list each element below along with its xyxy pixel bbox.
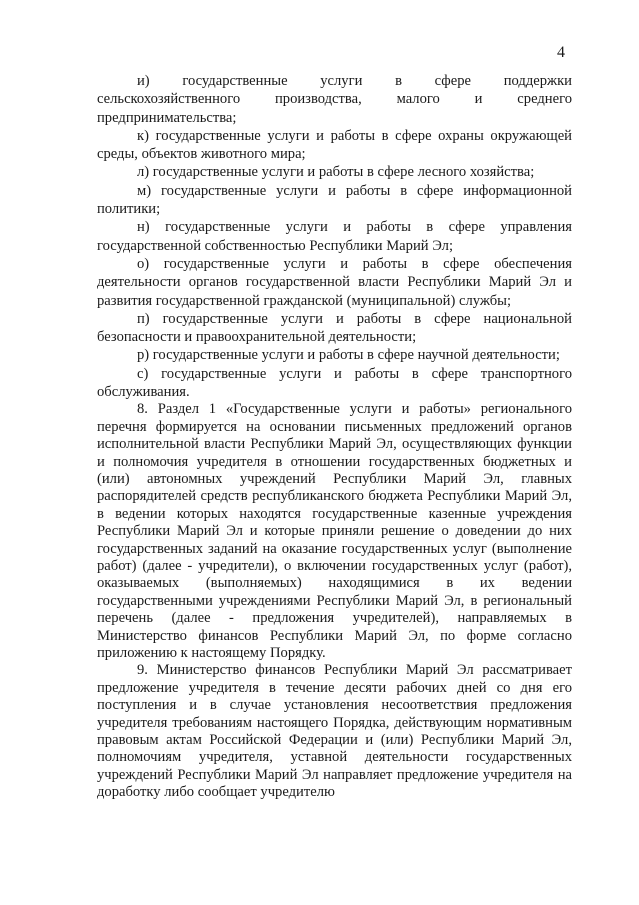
document-body [97,72,572,802]
paragraph-8: 8. Раздел 1 «Государственные услуги и работы» регионального перечня формируется на основании письменных предложений органов исполнительной власти Республики Марий Эл, осуществляющих функции и полномочия учредителя в отношении государственных бюджетных и (или) автономных учреждений Республики Марий Эл, главных распорядителей средств республиканского бюджета Республики Марий Эл, в ведении которых находятся государственные казенные учреждения Республики Марий Эл и которые приняли решение о доведении до них государственных заданий на оказание государственных услуг (выполнение работ) (далее - учредители), о включении государственных услуг (работ), оказываемых (выполняемых) находящимися в их ведении государственными учреждениями Республики Марий Эл, в региональный перечень (далее - предложения учредителей), направляемых в Министерство финансов Республики Марий Эл, по форме согласно приложению к настоящему Порядку. [97,401,572,662]
paragraph-o: о) государственные услуги и работы в сфере обеспечения деятельности органов государственной власти Республики Марий Эл и развития государственной гражданской (муниципальной) службы; [97,255,572,309]
paragraph-9: 9. Министерство финансов Республики Марий Эл рассматривает предложение учредителя в течение десяти рабочих дней со дня его поступления и в случае установления несоответствия предложения учредителя требованиям настоящего Порядка, действующим нормативным правовым актам Российской Федерации и (или) Республики Марий Эл, полномочиям учредителя, уставной деятельности государственных учреждений Республики Марий Эл направляет предложение учредителя на доработку либо сообщает учредителю [97,662,572,801]
paragraph-l: л) государственные услуги и работы в сфере лесного хозяйства; [137,164,535,181]
paragraph-i: и) государственные услуги в сфере поддержки сельскохозяйственного производства, малого и среднего предпринимательства; [97,73,572,126]
paragraph-n: н) государственные услуги и работы в сфере управления государственной собственностью Республики Марий Эл; [97,219,572,254]
paragraph-k: к) государственные услуги и работы в сфере охраны окружающей среды, объектов животного мира; [97,127,572,163]
page-number: 4 [557,44,565,61]
paragraph-m: м) государственные услуги и работы в сфере информационной политики; [97,182,572,218]
paragraph-s: с) государственные услуги и работы в сфере транспортного обслуживания. [97,365,572,401]
paragraph-r: р) государственные услуги и работы в сфере научной деятельности; [137,347,560,364]
paragraph-p: п) государственные услуги и работы в сфере национальной безопасности и правоохранительной деятельности; [97,310,572,346]
